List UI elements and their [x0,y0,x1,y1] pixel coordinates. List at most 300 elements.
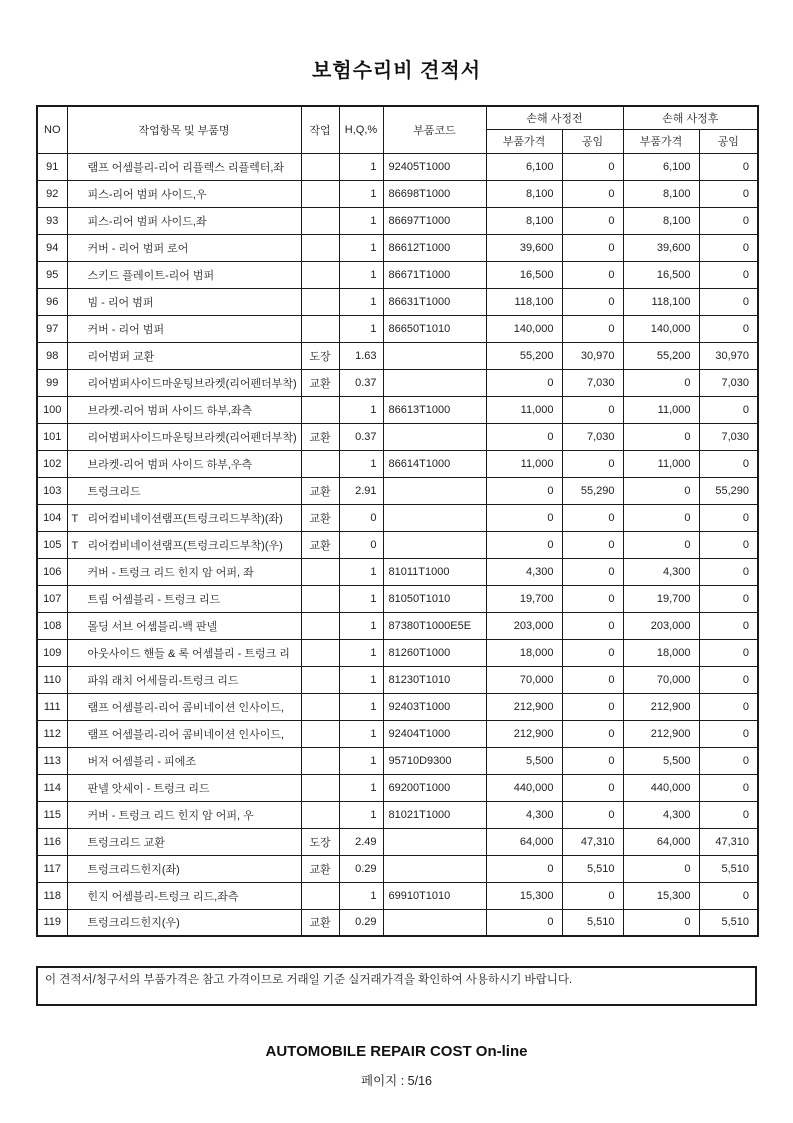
after-part-price: 64,000 [623,828,699,855]
part-name-cell [67,180,301,207]
row-no: 91 [37,153,67,180]
part-name: 브라켓-리어 범퍼 사이드 하부,좌측 [87,404,253,417]
before-part-price: 55,200 [486,342,562,369]
before-part-price: 39,600 [486,234,562,261]
part-code: 81011T1000 [383,558,486,585]
part-name: 리어컴비네이션램프(트렁크리드부착)(좌) [87,512,283,525]
row-no: 119 [37,909,67,936]
after-labor: 0 [699,639,758,666]
col-header-hq: H,Q,% [339,106,383,153]
part-name-cell [67,531,301,558]
before-part-price: 0 [486,477,562,504]
work-type [301,180,339,207]
part-name: 트렁크리드 [87,485,141,498]
part-code [383,855,486,882]
work-type [301,234,339,261]
work-type [301,585,339,612]
table-header [37,106,758,153]
col-header-after-labor: 공임 [699,129,758,153]
after-part-price: 0 [623,477,699,504]
row-no: 104 [37,504,67,531]
table-row [37,234,758,261]
part-name: 판넬 앗세이 - 트렁크 리드 [87,782,210,795]
before-part-price: 212,900 [486,693,562,720]
part-code [383,531,486,558]
work-type [301,747,339,774]
work-type [301,288,339,315]
row-no: 98 [37,342,67,369]
part-name: 버저 어셈블리 - 피에조 [87,755,196,768]
part-code [383,828,486,855]
page-number: 페이지 : 5/16 [361,1074,432,1088]
after-part-price: 0 [623,504,699,531]
after-labor: 0 [699,450,758,477]
part-name-cell [67,396,301,423]
col-header-no: NO [37,106,67,153]
before-labor: 0 [562,153,623,180]
hq-value: 1.63 [339,342,383,369]
row-no: 105 [37,531,67,558]
part-name-cell [67,720,301,747]
row-no: 96 [37,288,67,315]
before-part-price: 0 [486,909,562,936]
before-labor: 0 [562,558,623,585]
row-no: 111 [37,693,67,720]
before-part-price: 15,300 [486,882,562,909]
header-row-1 [37,106,758,129]
work-type [301,207,339,234]
part-name: 리어컴비네이션램프(트렁크리드부착)(우) [87,539,283,552]
table-row [37,180,758,207]
work-type [301,396,339,423]
hq-value: 1 [339,450,383,477]
part-code: 69200T1000 [383,774,486,801]
part-name: 피스-리어 범퍼 사이드,좌 [87,215,207,228]
after-labor: 0 [699,747,758,774]
col-header-before-price: 부품가격 [486,129,562,153]
table-row [37,504,758,531]
after-part-price: 11,000 [623,396,699,423]
part-name-cell [67,693,301,720]
after-labor: 0 [699,801,758,828]
part-code [383,423,486,450]
before-part-price: 0 [486,369,562,396]
part-code: 86613T1000 [383,396,486,423]
hq-value: 1 [339,774,383,801]
part-name: 파워 래치 어세믈리-트렁크 리드 [87,674,239,687]
before-labor: 0 [562,747,623,774]
part-name: 빔 - 리어 범퍼 [87,296,154,309]
row-no: 103 [37,477,67,504]
after-labor: 0 [699,180,758,207]
work-type: 도장 [301,342,339,369]
after-part-price: 70,000 [623,666,699,693]
part-code [383,342,486,369]
hq-value: 1 [339,666,383,693]
before-part-price: 0 [486,504,562,531]
work-type [301,612,339,639]
part-name-cell [67,369,301,396]
table-row [37,315,758,342]
work-type [301,882,339,909]
before-labor: 0 [562,180,623,207]
part-code: 81230T1010 [383,666,486,693]
before-part-price: 0 [486,855,562,882]
part-name-cell [67,909,301,936]
table-row [37,396,758,423]
part-code: 81050T1010 [383,585,486,612]
part-code: 86612T1000 [383,234,486,261]
before-labor: 0 [562,234,623,261]
part-name-cell [67,855,301,882]
row-no: 94 [37,234,67,261]
table-row [37,261,758,288]
after-part-price: 0 [623,909,699,936]
after-labor: 0 [699,288,758,315]
hq-value: 1 [339,288,383,315]
before-part-price: 212,900 [486,720,562,747]
after-labor: 0 [699,234,758,261]
before-labor: 0 [562,504,623,531]
table-row [37,747,758,774]
after-labor: 0 [699,774,758,801]
hq-value: 1 [339,261,383,288]
after-labor: 0 [699,504,758,531]
after-part-price: 212,900 [623,720,699,747]
row-no: 116 [37,828,67,855]
part-code: 87380T1000E5E [383,612,486,639]
after-labor: 0 [699,612,758,639]
after-part-price: 6,100 [623,153,699,180]
before-part-price: 4,300 [486,801,562,828]
notice-box [36,966,757,1006]
row-no: 99 [37,369,67,396]
work-type [301,693,339,720]
col-header-after-group: 손해 사정후 [623,106,758,129]
before-part-price: 18,000 [486,639,562,666]
work-type [301,774,339,801]
part-name: 리어범퍼사이드마운팅브라켓(리어펜더부착) [87,377,297,390]
table-row [37,342,758,369]
row-no: 114 [37,774,67,801]
after-labor: 30,970 [699,342,758,369]
table-body [37,153,758,936]
part-name: 커버 - 트렁크 리드 힌지 암 어퍼, 우 [87,809,254,822]
after-part-price: 440,000 [623,774,699,801]
part-name-cell [67,342,301,369]
hq-value: 1 [339,747,383,774]
row-prefix: T [71,539,79,552]
after-part-price: 8,100 [623,180,699,207]
part-code [383,504,486,531]
hq-value: 0.29 [339,909,383,936]
after-labor: 5,510 [699,909,758,936]
before-part-price: 140,000 [486,315,562,342]
before-labor: 0 [562,882,623,909]
after-labor: 0 [699,720,758,747]
before-labor: 47,310 [562,828,623,855]
after-part-price: 4,300 [623,558,699,585]
table-row [37,882,758,909]
row-no: 106 [37,558,67,585]
part-name-cell [67,450,301,477]
table-row [37,558,758,585]
hq-value: 1 [339,234,383,261]
work-type [301,720,339,747]
col-header-work: 작업 [301,106,339,153]
before-labor: 0 [562,207,623,234]
after-part-price: 0 [623,855,699,882]
table-row [37,693,758,720]
after-labor: 0 [699,315,758,342]
before-part-price: 0 [486,531,562,558]
table-row [37,288,758,315]
hq-value: 2.91 [339,477,383,504]
hq-value: 1 [339,153,383,180]
table-row [37,909,758,936]
before-labor: 0 [562,639,623,666]
hq-value: 1 [339,801,383,828]
hq-value: 0 [339,504,383,531]
work-type: 교환 [301,477,339,504]
row-no: 100 [37,396,67,423]
before-part-price: 6,100 [486,153,562,180]
table-row [37,153,758,180]
before-part-price: 11,000 [486,450,562,477]
estimate-table [36,105,759,937]
col-header-before-group: 손해 사정전 [486,106,623,129]
part-code [383,369,486,396]
row-no: 102 [37,450,67,477]
after-labor: 0 [699,666,758,693]
col-header-item: 작업항목 및 부품명 [67,106,301,153]
before-labor: 5,510 [562,855,623,882]
table-row [37,612,758,639]
part-name: 커버 - 리어 범퍼 로어 [87,242,189,255]
before-part-price: 0 [486,423,562,450]
before-part-price: 440,000 [486,774,562,801]
after-part-price: 140,000 [623,315,699,342]
before-labor: 7,030 [562,423,623,450]
after-part-price: 55,200 [623,342,699,369]
table-row [37,774,758,801]
after-part-price: 18,000 [623,639,699,666]
table-row [37,639,758,666]
before-part-price: 118,100 [486,288,562,315]
part-code: 92405T1000 [383,153,486,180]
table-row [37,450,758,477]
work-type [301,315,339,342]
after-labor: 7,030 [699,423,758,450]
after-part-price: 0 [623,531,699,558]
hq-value: 1 [339,558,383,585]
part-name: 브라켓-리어 범퍼 사이드 하부,우측 [87,458,253,471]
after-part-price: 19,700 [623,585,699,612]
row-no: 101 [37,423,67,450]
before-labor: 5,510 [562,909,623,936]
brand-title: AUTOMOBILE REPAIR COST On-line [265,1043,528,1060]
after-part-price: 0 [623,369,699,396]
before-part-price: 16,500 [486,261,562,288]
part-name-cell [67,828,301,855]
before-part-price: 4,300 [486,558,562,585]
work-type [301,153,339,180]
part-name-cell [67,477,301,504]
part-name: 피스-리어 범퍼 사이드,우 [87,188,207,201]
part-name-cell [67,882,301,909]
table-row [37,801,758,828]
hq-value: 1 [339,882,383,909]
after-labor: 55,290 [699,477,758,504]
part-name: 몰딩 서브 어셈블리-백 판넬 [87,620,218,633]
hq-value: 0.37 [339,423,383,450]
work-type: 교환 [301,369,339,396]
after-part-price: 5,500 [623,747,699,774]
part-code: 92403T1000 [383,693,486,720]
after-labor: 0 [699,153,758,180]
after-part-price: 4,300 [623,801,699,828]
part-name: 트렁크리드힌지(좌) [87,863,180,876]
row-no: 92 [37,180,67,207]
after-part-price: 11,000 [623,450,699,477]
table-row [37,828,758,855]
hq-value: 0.29 [339,855,383,882]
before-part-price: 19,700 [486,585,562,612]
before-labor: 0 [562,531,623,558]
part-code: 86631T1000 [383,288,486,315]
part-code [383,477,486,504]
part-code: 86697T1000 [383,207,486,234]
work-type: 도장 [301,828,339,855]
part-name-cell [67,612,301,639]
work-type: 교환 [301,531,339,558]
part-name-cell [67,747,301,774]
after-labor: 0 [699,531,758,558]
after-labor: 0 [699,585,758,612]
before-labor: 0 [562,693,623,720]
part-name-cell [67,801,301,828]
part-name: 힌지 어셈블리-트렁크 리드,좌측 [87,890,239,903]
after-labor: 5,510 [699,855,758,882]
page-title: 보험수리비 견적서 [311,60,482,82]
before-labor: 0 [562,720,623,747]
before-labor: 0 [562,801,623,828]
after-labor: 0 [699,261,758,288]
before-labor: 7,030 [562,369,623,396]
part-name-cell [67,504,301,531]
row-no: 112 [37,720,67,747]
part-code: 92404T1000 [383,720,486,747]
row-no: 109 [37,639,67,666]
work-type [301,261,339,288]
row-no: 95 [37,261,67,288]
table-row [37,423,758,450]
part-code: 69910T1010 [383,882,486,909]
row-prefix: T [71,512,79,525]
table-row [37,531,758,558]
hq-value: 1 [339,315,383,342]
part-name: 램프 어셈블리-리어 리플렉스 리플렉터,좌 [87,161,285,174]
row-no: 117 [37,855,67,882]
before-part-price: 5,500 [486,747,562,774]
before-labor: 0 [562,666,623,693]
before-labor: 0 [562,288,623,315]
part-name: 램프 어셈블리-리어 콤비네이션 인사이드, [87,701,285,714]
after-part-price: 203,000 [623,612,699,639]
row-no: 93 [37,207,67,234]
before-labor: 0 [562,315,623,342]
row-no: 97 [37,315,67,342]
hq-value: 1 [339,585,383,612]
hq-value: 0.37 [339,369,383,396]
row-no: 107 [37,585,67,612]
part-code [383,909,486,936]
work-type [301,450,339,477]
work-type [301,801,339,828]
before-labor: 0 [562,774,623,801]
after-labor: 0 [699,693,758,720]
col-header-before-labor: 공임 [562,129,623,153]
hq-value: 1 [339,693,383,720]
after-part-price: 15,300 [623,882,699,909]
row-no: 113 [37,747,67,774]
before-part-price: 64,000 [486,828,562,855]
col-header-code: 부품코드 [383,106,486,153]
before-part-price: 70,000 [486,666,562,693]
row-no: 115 [37,801,67,828]
hq-value: 0 [339,531,383,558]
row-no: 118 [37,882,67,909]
part-code: 86614T1000 [383,450,486,477]
table-row [37,477,758,504]
row-no: 110 [37,666,67,693]
part-code: 86650T1010 [383,315,486,342]
after-labor: 0 [699,207,758,234]
part-name-cell [67,315,301,342]
part-name: 리어범퍼사이드마운팅브라켓(리어펜더부착) [87,431,297,444]
work-type: 교환 [301,909,339,936]
part-name: 트림 어셈블리 - 트렁크 리드 [87,593,221,606]
part-name-cell [67,666,301,693]
work-type: 교환 [301,855,339,882]
part-code: 81260T1000 [383,639,486,666]
before-part-price: 203,000 [486,612,562,639]
work-type [301,639,339,666]
work-type: 교환 [301,423,339,450]
before-part-price: 11,000 [486,396,562,423]
before-labor: 0 [562,396,623,423]
hq-value: 1 [339,207,383,234]
part-name-cell [67,558,301,585]
hq-value: 2.49 [339,828,383,855]
part-code: 86671T1000 [383,261,486,288]
after-part-price: 16,500 [623,261,699,288]
part-code: 86698T1000 [383,180,486,207]
part-name-cell [67,153,301,180]
row-no: 108 [37,612,67,639]
part-name: 커버 - 트렁크 리드 힌지 암 어퍼, 좌 [87,566,254,579]
table-row [37,720,758,747]
part-name-cell [67,639,301,666]
after-labor: 47,310 [699,828,758,855]
before-part-price: 8,100 [486,180,562,207]
part-name-cell [67,207,301,234]
part-name-cell [67,585,301,612]
after-part-price: 212,900 [623,693,699,720]
hq-value: 1 [339,396,383,423]
part-name: 스키드 플레이트-리어 범퍼 [87,269,215,282]
part-code: 95710D9300 [383,747,486,774]
